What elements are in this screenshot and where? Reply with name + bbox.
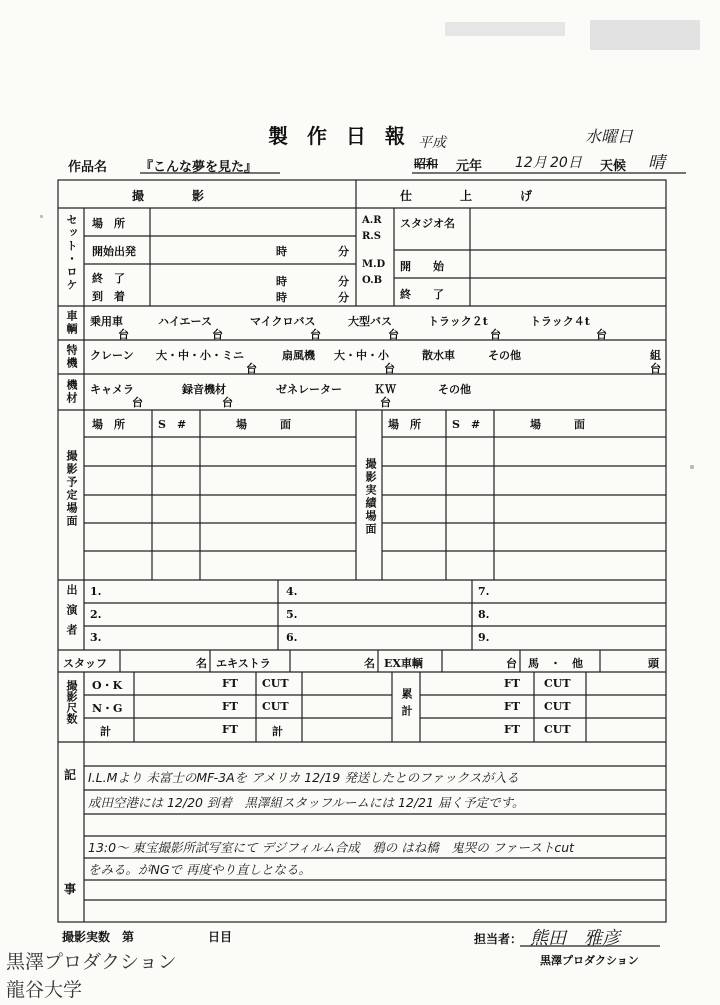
cast-number: 7. <box>478 585 490 598</box>
rs-label: R.S <box>362 231 382 242</box>
ob-label: O.B <box>362 275 383 286</box>
start-label: 開始出発 <box>92 245 136 258</box>
film-label: 撮影尺数 <box>65 680 78 724</box>
notes-label-bottom: 事 <box>64 882 77 896</box>
ft-label: FT <box>504 700 520 713</box>
horse-label: 馬 ・ 他 <box>528 657 583 670</box>
weather-value: 晴 <box>648 153 665 173</box>
ft-label: FT <box>504 723 520 736</box>
ok-label: O・K <box>92 679 123 692</box>
studio-label: スタジオ名 <box>400 217 455 230</box>
cast-number: 3. <box>90 631 102 644</box>
page-title: 製 作 日 報 <box>268 124 411 148</box>
col-place: 場 所 <box>92 418 125 431</box>
vehicle-item: 大型バス <box>348 315 392 328</box>
cut-label: CUT <box>544 677 571 690</box>
kei-label: 計 <box>100 725 111 738</box>
actual-scenes-label: 撮影実績場面 <box>364 458 377 536</box>
special-item: 散水車 <box>422 349 455 362</box>
ft-label: FT <box>222 700 238 713</box>
unit-dai: 台 <box>384 362 395 375</box>
work-label: 作品名 <box>68 160 108 175</box>
staff-label: スタッフ <box>63 657 107 670</box>
date-day: 20日 <box>550 155 582 171</box>
unit-dai: 台 <box>380 396 391 409</box>
unit-dai: 台 <box>118 328 129 341</box>
ji-label: 時 <box>276 291 287 304</box>
cast-number: 4. <box>286 585 298 598</box>
weather-label: 天候 <box>600 159 627 174</box>
fun-label: 分 <box>338 275 349 288</box>
equipment-item: その他 <box>438 383 471 396</box>
unit-dai: 台 <box>650 362 661 375</box>
note-line: 13:0〜 東宝撮影所試写室にて デジフィルム合成 鴉の はね橋 鬼哭の ファーストcut <box>88 840 575 855</box>
ft-label: FT <box>222 677 238 690</box>
col-s: S # <box>452 418 481 431</box>
cut-label: CUT <box>544 700 571 713</box>
shuryo-label: 終 了 <box>400 288 444 301</box>
company-name: 黒澤プロダクション <box>540 954 639 967</box>
cast-number: 2. <box>90 608 102 621</box>
ar-label: A.R <box>362 215 382 226</box>
special-label: 特機 <box>65 344 78 370</box>
days-label: 撮影実数 第 <box>62 930 135 944</box>
note-line: I.L.Mより 未富士のMF-3Aを アメリカ 12/19 発送したとのファックスが入る <box>88 770 519 785</box>
unit-mei: 名 <box>364 657 375 670</box>
ji-label: 時 <box>276 245 287 258</box>
equipment-item: ゼネレーター <box>276 383 342 396</box>
cast-number: 9. <box>478 631 490 644</box>
days-unit: 日目 <box>208 930 233 944</box>
cut-label: CUT <box>262 700 289 713</box>
era-handwritten: 平成 <box>418 135 446 151</box>
unit-dai: 台 <box>246 362 257 375</box>
unit-dai: 台 <box>596 328 607 341</box>
md-label: M.D <box>362 259 386 270</box>
cast-number: 1. <box>90 585 102 598</box>
vehicle-item: トラック２t <box>428 315 488 328</box>
tanto-label: 担当者： <box>474 932 523 946</box>
set-loke-label: セット・ロケ <box>65 214 78 292</box>
ng-label: N・G <box>92 702 123 715</box>
equipment-label: 機材 <box>65 379 78 405</box>
unit-dai: 台 <box>490 328 501 341</box>
unit-dai: 台 <box>132 396 143 409</box>
col-place: 場 所 <box>388 418 421 431</box>
equipment-item: 録音機材 <box>182 383 226 396</box>
weekday: 水曜日 <box>585 127 634 146</box>
planned-scenes-label: 撮影予定場面 <box>65 450 78 528</box>
ex-car-label: EX車輌 <box>384 657 423 670</box>
extra-label: エキストラ <box>216 657 271 670</box>
unit-dai: 台 <box>388 328 399 341</box>
special-item: クレーン <box>90 349 134 362</box>
special-item: その他 <box>488 349 521 362</box>
equipment-item: キャメラ <box>90 383 134 396</box>
col-scene: 場 面 <box>530 418 585 431</box>
unit-tou: 頭 <box>648 657 659 670</box>
vehicle-item: マイクロバス <box>250 315 316 328</box>
unit-dai: 台 <box>222 396 233 409</box>
vehicle-item: ハイエース <box>158 315 213 328</box>
special-item: 扇風機 <box>282 349 315 362</box>
vehicle-item: トラック４t <box>530 315 590 328</box>
col-s: S # <box>158 418 187 431</box>
section-satsuei: 撮 影 <box>132 189 205 203</box>
cast-number: 6. <box>286 631 298 644</box>
watermark-line: 龍谷大学 <box>6 979 83 1001</box>
work-title: 『こんな夢を見た』 <box>140 160 258 175</box>
unit-dai: 台 <box>212 328 223 341</box>
era-struck: 昭和 <box>414 157 439 171</box>
cut-label: CUT <box>544 723 571 736</box>
note-line: をみる。がNGで 再度やり直しとなる。 <box>88 862 312 877</box>
fun-label: 分 <box>338 245 349 258</box>
date-month: 12月 <box>515 155 547 171</box>
basho-label: 場 所 <box>92 217 125 230</box>
special-item: 大・中・小 <box>334 349 389 362</box>
kaishi-label: 開 始 <box>400 260 444 273</box>
equipment-item: ＫＷ <box>374 383 396 396</box>
unit-mei: 名 <box>196 657 207 670</box>
col-scene: 場 面 <box>236 418 291 431</box>
cast-number: 5. <box>286 608 298 621</box>
ji-label: 時 <box>276 275 287 288</box>
vehicle-item: 乗用車 <box>90 315 123 328</box>
notes-label-top: 記 <box>64 768 77 782</box>
ft-label: FT <box>222 723 238 736</box>
ruikei-label: 累計 <box>400 688 413 722</box>
person-name: 熊田 雅彦 <box>530 928 620 949</box>
vehicles-label: 車輌 <box>65 310 78 336</box>
cast-number: 8. <box>478 608 490 621</box>
ft-label: FT <box>504 677 520 690</box>
unit-dai: 台 <box>310 328 321 341</box>
unit-dai: 台 <box>506 657 517 670</box>
cast-label: 出演者 <box>65 584 78 644</box>
kei-label: 計 <box>272 725 283 738</box>
cut-label: CUT <box>262 677 289 690</box>
section-shiage: 仕 上 げ <box>400 189 533 203</box>
arrive-label: 到 着 <box>92 290 125 303</box>
end-label: 終 了 <box>92 272 125 285</box>
unit-kumi: 組 <box>650 349 661 362</box>
fun-label: 分 <box>338 291 349 304</box>
note-line: 成田空港には 12/20 到着 黒澤組スタッフルームには 12/21 届く予定です。 <box>88 795 525 810</box>
date-year: 元年 <box>456 159 483 174</box>
special-item: 大・中・小・ミニ <box>156 349 244 362</box>
watermark-line: 黒澤プロダクション <box>6 951 177 973</box>
